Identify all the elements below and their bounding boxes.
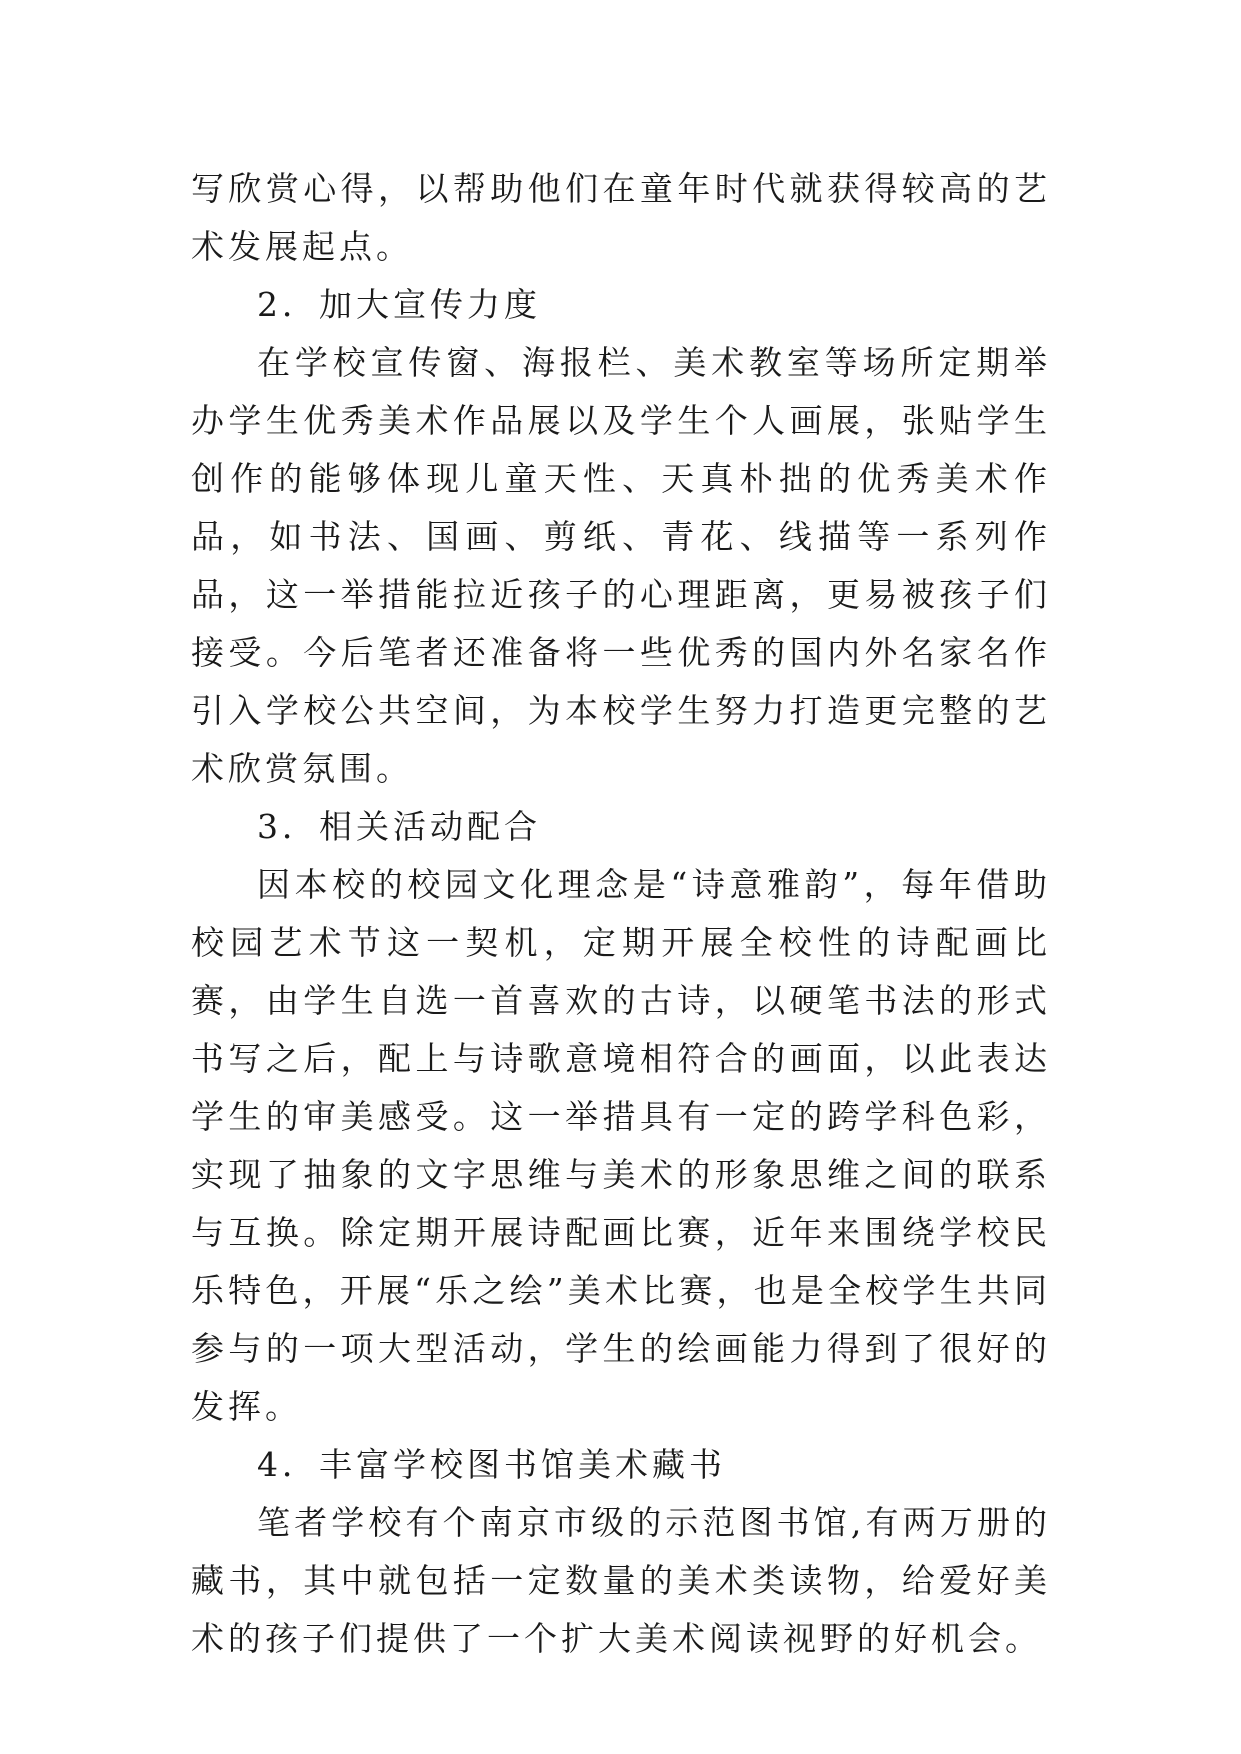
paragraph-activities: 因本校的校园文化理念是“诗意雅韵”，每年借助校园艺术节这一契机，定期开展全校性的诗配画比赛，由学生自选一首喜欢的古诗，以硬笔书法的形式书写之后，配上与诗歌意境相符合的画面，以此表达学生的审美感受。这一举措具有一定的跨学科色彩，实现了抽象的文字思维与美术的形象思维之间的联系与互换。除定期开展诗配画比赛，近年来围绕学校民乐特色，开展“乐之绘”美术比赛，也是全校学生共同参与的一项大型活动，学生的绘画能力得到了很好的发挥。 — [191, 865, 1051, 1426]
document-body — [191, 160, 1051, 1668]
section-heading-2: 2．加大宣传力度 — [257, 285, 541, 324]
paragraph-library: 笔者学校有个南京市级的示范图书馆,有两万册的藏书，其中就包括一定数量的美术类读物，给爱好美术的孩子们提供了一个扩大美术阅读视野的好机会。 — [191, 1503, 1051, 1658]
section-heading-4: 4．丰富学校图书馆美术藏书 — [257, 1445, 726, 1484]
paragraph-publicity: 在学校宣传窗、海报栏、美术教室等场所定期举办学生优秀美术作品展以及学生个人画展，张贴学生创作的能够体现儿童天性、天真朴拙的优秀美术作品，如书法、国画、剪纸、青花、线描等一系列作品，这一举措能拉近孩子的心理距离，更易被孩子们接受。今后笔者还准备将一些优秀的国内外名家名作引入学校公共空间，为本校学生努力打造更完整的艺术欣赏氛围。 — [191, 343, 1051, 788]
paragraph-continuation: 写欣赏心得，以帮助他们在童年时代就获得较高的艺术发展起点。 — [191, 169, 1051, 266]
section-heading-3: 3．相关活动配合 — [257, 807, 541, 846]
